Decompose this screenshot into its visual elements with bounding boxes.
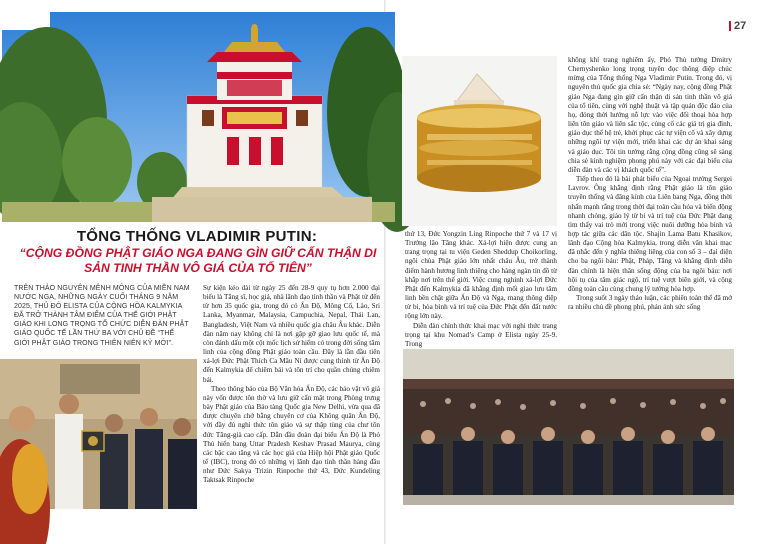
paragraph: thứ 13, Đức Yongzin Ling Rinpoche thứ 7 và 17 vị Trưởng lão Tăng khác. Xá-lợi hiện được cung an trang trọng tại tu viện Geden Sheddup Choikorling, ngôi chùa Phật giáo lớn nhất châu Âu, trở thành điểm hành hương linh thiêng cho hàng ngàn tín đồ từ khắp nơi trên thế giới. Việc cung nghinh xá-lợi Đức Phật đến Kalmykia đã khẳng định mối giao lưu tâm linh bền chặt giữa Ấn Độ và Nga, mang thông điệp từ bi, hòa bình và trí tuệ của Đức Phật đến đất nước rộng lớn này. <box>405 230 557 321</box>
body-column-4 <box>568 56 732 342</box>
paragraph: Tiếp theo đó là bài phát biểu của Ngoại trưởng Sergei Lavrov. Ông khẳng định rằng Phật giáo là tôn giáo truyền thống và đăng kính của Liên bang Nga, đồng thời nhấn mạnh rằng trong thời đại toàn cầu hóa và biến động nhanh chóng, giáo lý từ bi và trí tuệ của Đức Phật đang tìm thấy vai trò mới trong việc nuôi dưỡng hòa bình và hợp tác giữa các dân tộc. Shajin Lama Batu Khasikov, lãnh đạo Cộng hòa Kalmykia, trong diễn văn khai mạc đã nhắc đến ý nghĩa thiêng liêng của con số 3 – đại diện cho ba ngôi báu: Phật, Pháp, Tăng và khẳng định diễn đàn chính là hiện thân sống động của ba ngôi báu: nơi hội tụ của tâm giác ngộ, trí tuệ vượt biên giới, và cộng đồng toàn cầu cùng chung lý tưởng hòa hợp. <box>568 175 732 293</box>
paragraph: Trong suốt 3 ngày thảo luận, các phiên toàn thể đã mở ra nhiều chủ đề phong phú, phản ánh sức sống <box>568 294 732 312</box>
relic-photo <box>402 56 557 226</box>
subheadline: “CỘNG ĐỒNG PHẬT GIÁO NGA ĐANG GÌN GIỮ CẨN THẬN DI SẢN TINH THẦN VÔ GIÁ CỦA TỔ TIÊN” <box>19 246 377 275</box>
right-header <box>729 20 746 32</box>
delegation-photo <box>0 359 197 509</box>
body-column-3 <box>405 230 557 348</box>
paragraph: không khí trang nghiêm ấy, Phó Thủ tướng Dmitry Chernyshenko long trọng tuyên đọc thông điệp chúc mừng của Tổng thống Nga Vladimir Putin. Trong đó, vị nguyên thủ quốc gia chia sẻ: “Ngày nay, cộng đồng Phật giáo Nga đang gìn giữ cẩn thận di sản tinh thần vô giá của tổ tiên, cùng với nghệ thuật và tập quán độc đáo của họ, đóng thời hướng nỗ lực vào việc đối thoại hòa hợp liên tôn giáo và liên sắc tộc, củng cố các giá trị gia đình, giáo dục thế hệ trẻ, khởi phục các tự viện cổ và xây dựng những ngôi tự viện mới, triển khai các dự án khai sáng và giáo dục. Tôi tin tưởng rằng cộng đồng cũng sẽ sàng chia sẻ kinh nghiệm phong phú này với các đại biểu của diễn đàn và các vị khách quốc tế”. <box>568 56 732 174</box>
body-column-2 <box>203 284 380 512</box>
lede: TRÊN THẢO NGUYÊN MÊNH MÔNG CỦA MIỀN NAM NƯỚC NGA, NHỮNG NGÀY CUỐI THÁNG 9 NĂM 2025, THỦ ĐÔ ELISTA CỦA CỘNG HÒA KALMYKIA ĐÃ TRỞ THÀNH TÂM ĐIỂM CỦA THẾ GIỚI PHẬT GIÁO KHI LONG TRỌNG TỔ CHỨC DIỄN ĐÀN PHẬT GIÁO QUỐC TẾ LẦN THỨ BA VỚI CHỦ ĐỀ “THẾ GIỚI PHẬT GIÁO TRONG THIÊN NIÊN KỶ MỚI”. <box>14 285 190 347</box>
paragraph: Theo thông báo của Bộ Văn hóa Ấn Độ, các bảo vật vô giá này vốn được tôn thờ và lưu giữ cẩn mật trong Phòng trưng bày Phật giáo của Bảo tàng Quốc gia New Delhi, vừa qua đã được chuyên chở bằng chuyên cơ của Không quân Ấn Độ, với đầy đủ nghi thức tôn giáo và sự thập tùng của chư tôn đức Tăng-già cao cấp. Dẫn đầu đoàn đại biểu Ấn Độ là Phó Thủ hiến bang Uttar Pradesh Keshav Prasad Maurya, cùng các bậc cao tăng và các học giả của Hiệp hội Phật giáo Quốc tế (IBC), trong đó có những vị lãnh đạo tinh thần hàng đầu như Đức Sakya Trizin Rinpoche thứ 43, Đức Kundeling Taktsak Rinpoche <box>203 384 380 485</box>
paragraph: Sự kiện kéo dài từ ngày 25 đến 28-9 quy tụ hơn 2.000 đại biểu là Tăng sĩ, học giả, nhà lãnh đạo tinh thần và Phật tử đến từ hơn 35 quốc gia, trong đó có Ấn Độ, Mông Cổ, Lào, Sri Lanka, Myanmar, Malaysia, Campuchia, Nepal, Thái Lan, Bangladesh, Việt Nam và nhiều quốc gia châu Âu khác. Diễn đàn năm nay không chỉ là nơi gặp gỡ giao lưu quốc tế, mà còn đánh dấu một cột mốc lịch sử hiếm có trong đời sống tâm linh của cộng đồng Phật giáo toàn cầu. Đây là lần đầu tiên xá-lợi Đức Phật Thích Ca Mâu Ni được cung thỉnh từ Ấn Độ đến Kalmykia để chiêm bái và tôn trí cho quần chúng chiêm bái. <box>203 284 380 384</box>
headline: TỔNG THỐNG VLADIMIR PUTIN: <box>76 228 318 245</box>
temple-photo <box>2 12 395 222</box>
right-page-number: 27 <box>734 20 747 32</box>
paragraph: Diễn đàn chính thức khai mạc với nghi thức trang trọng tại khu Nomad’s Camp ở Elista ngày 25-9. Trong <box>405 321 557 348</box>
conference-photo <box>403 349 734 505</box>
page-number-marker <box>729 21 731 31</box>
